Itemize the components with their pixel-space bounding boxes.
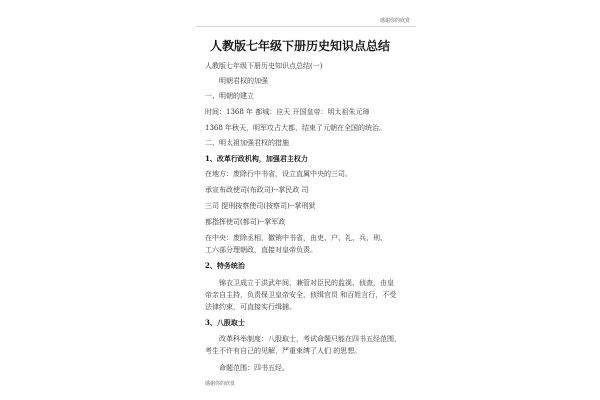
text-line: 都指挥使司(都司)--掌军政 [205, 218, 286, 226]
text-line: 三司 提刑按察使司(按察司)--掌刑狱 [205, 202, 316, 210]
text-line: 考生不许有自己的见解，严重束缚了人们 的思想。 [205, 347, 362, 355]
section-heading: 二、明太祖加强君权的措施 [205, 139, 289, 147]
text-line: 承宣布政使司(布政司)--掌民政 司 [205, 186, 309, 194]
section-heading: 一、明朝的建立 [205, 92, 254, 100]
text-line: 命题范围：四书五经。 [219, 364, 289, 372]
subsection-heading: 3、八股取士 [205, 318, 245, 327]
footer-note: 感谢你的欣赏 [205, 381, 236, 387]
text-line: 帝亲自主持，负责保卫皇帝安全，侦缉官员 和百姓言行，不受 [205, 291, 397, 299]
subtitle-line: 人教版七年级下册历史知识点总结(一) [205, 62, 323, 70]
text-line: 改革科举制度：八股取士，考试命题只能在四书五经范围， [219, 335, 401, 343]
text-line: 1368 年秋天，明军攻占大都，结束了元朝在全国的统治。 [205, 124, 387, 132]
text-line: 在地方：废除行中书省，设立直属中央的三司。 [205, 170, 352, 178]
text-line: 时间：1368 年 都城：应天 开国皇帝：明太祖朱元璋 [205, 108, 370, 116]
text-line: 法律约束，可直接实行缉捕。 [205, 303, 296, 311]
text-line: 锦衣卫成立于洪武年间，兼管对臣民的监视、侦查，由皇 [219, 279, 394, 287]
subsection-heading: 2、特务统治 [205, 261, 245, 270]
header-note: 感谢你的欣赏 [380, 18, 411, 24]
header-rule [196, 26, 416, 27]
text-line: 在中央：废除丞相，撤销中书省，由吏、户、礼、兵、刑、 [205, 234, 387, 242]
document-title: 人教版七年级下册历史知识点总结 [209, 39, 390, 53]
subsection-heading: 1、改革行政机构，加强君主权力 [205, 154, 308, 163]
text-line: 工六部分理朝政，直接对皇帝负责。 [205, 246, 317, 254]
section-heading: 明朝君权的加强 [219, 77, 268, 85]
